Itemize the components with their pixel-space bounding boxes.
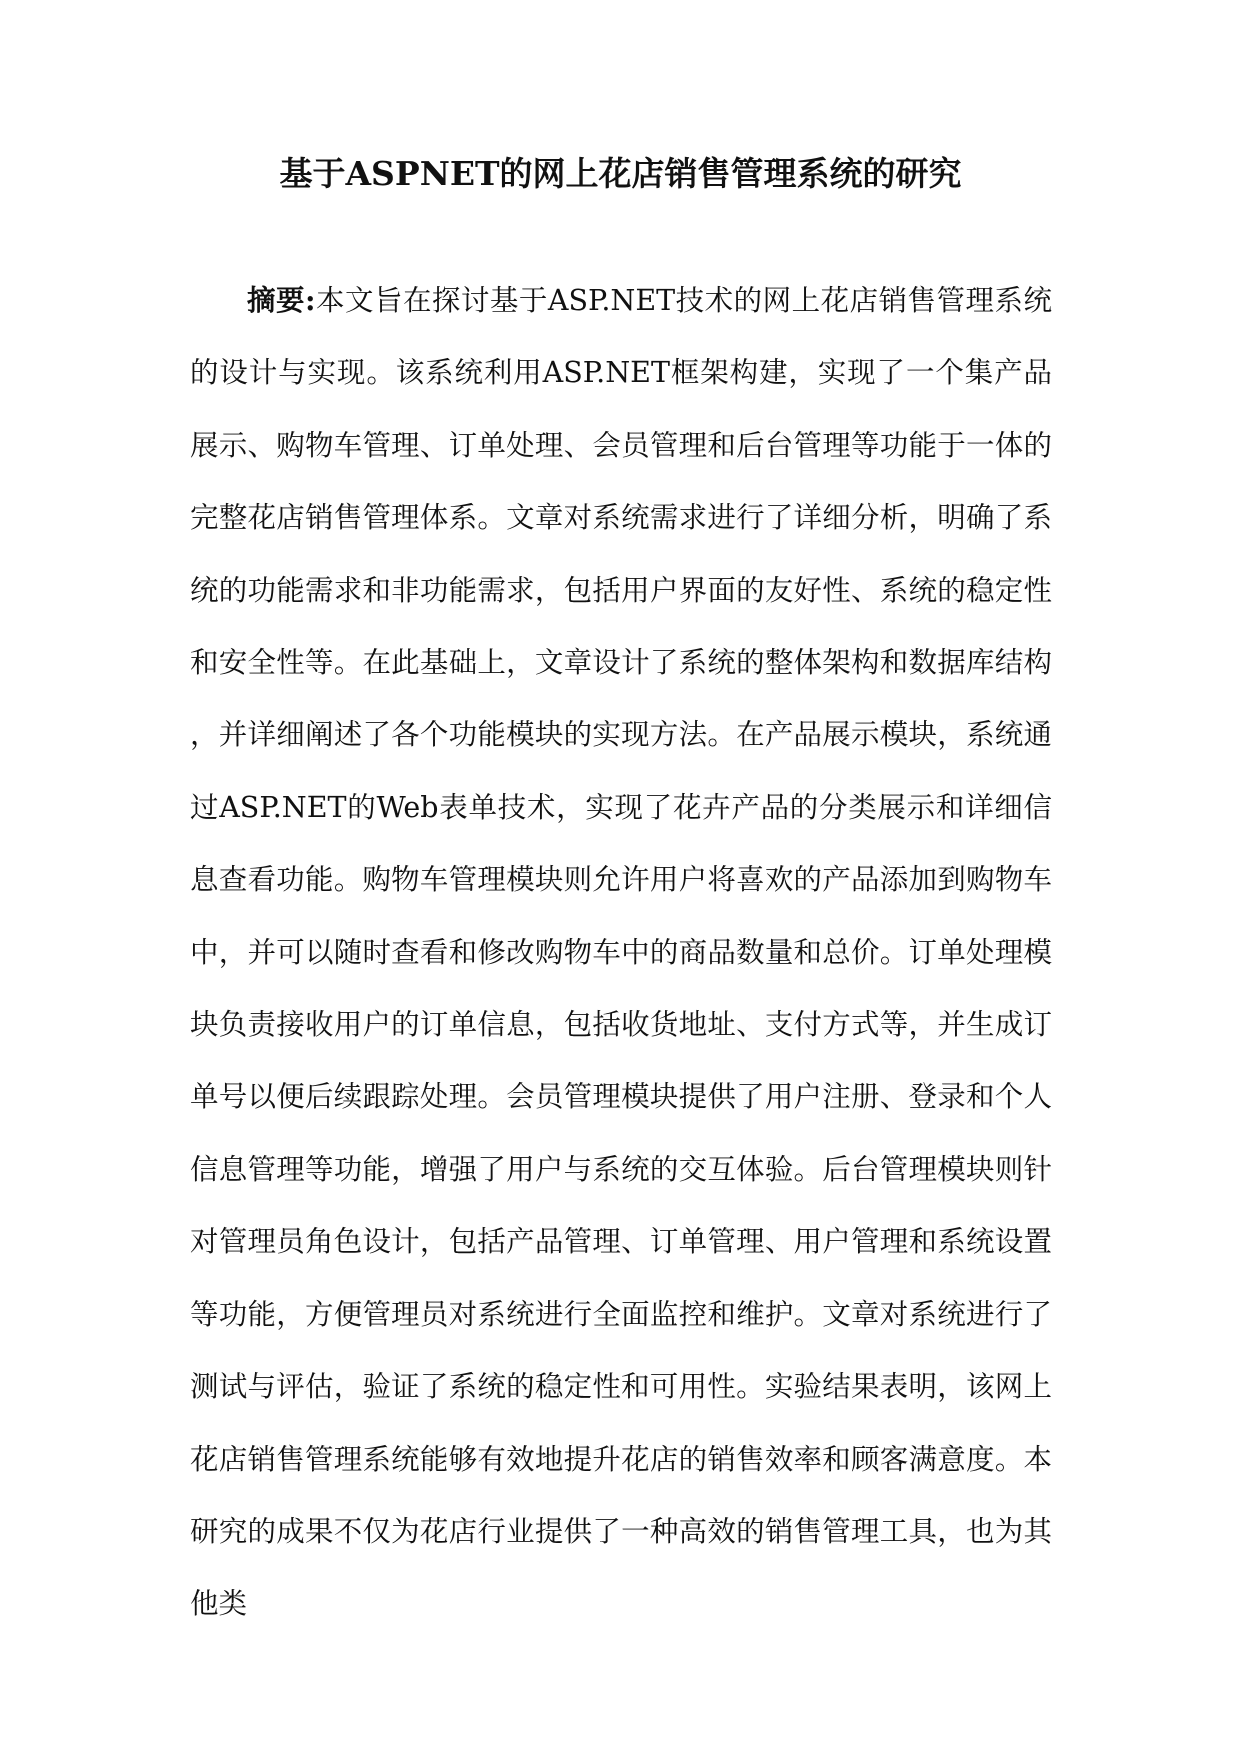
abstract-text: 本文旨在探讨基于ASP.NET技术的网上花店销售管理系统的设计与实现。该系统利用ASP.NET框架构建，实现了一个集产品展示、购物车管理、订单处理、会员管理和后台管理等功能于一体的完整花店销售管理体系。文章对系统需求进行了详细分析，明确了系统的功能需求和非功能需求，包括用户界面的友好性、系统的稳定性和安全性等。在此基础上，文章设计了系统的整体架构和数据库结构，并详细阐述了各个功能模块的实现方法。在产品展示模块，系统通过ASP.NET的Web表单技术，实现了花卉产品的分类展示和详细信息查看功能。购物车管理模块则允许用户将喜欢的产品添加到购物车中，并可以随时查看和修改购物车中的商品数量和总价。订单处理模块负责接收用户的订单信息，包括收货地址、支付方式等，并生成订单号以便后续跟踪处理。会员管理模块提供了用户注册、登录和个人信息管理等功能，增强了用户与系统的交互体验。后台管理模块则针对管理员角色设计，包括产品管理、订单管理、用户管理和系统设置等功能，方便管理员对系统进行全面监控和维护。文章对系统进行了测试与评估，验证了系统的稳定性和可用性。实验结果表明，该网上花店销售管理系统能够有效地提升花店的销售效率和顾客满意度。本研究的成果不仅为花店行业提供了一种高效的销售管理工具，也为其他类 — [190, 284, 1052, 1621]
abstract-label: 摘要: — [247, 283, 316, 317]
abstract-paragraph — [190, 264, 1052, 1641]
paper-title: 基于ASPNET的网上花店销售管理系统的研究 — [279, 154, 962, 193]
